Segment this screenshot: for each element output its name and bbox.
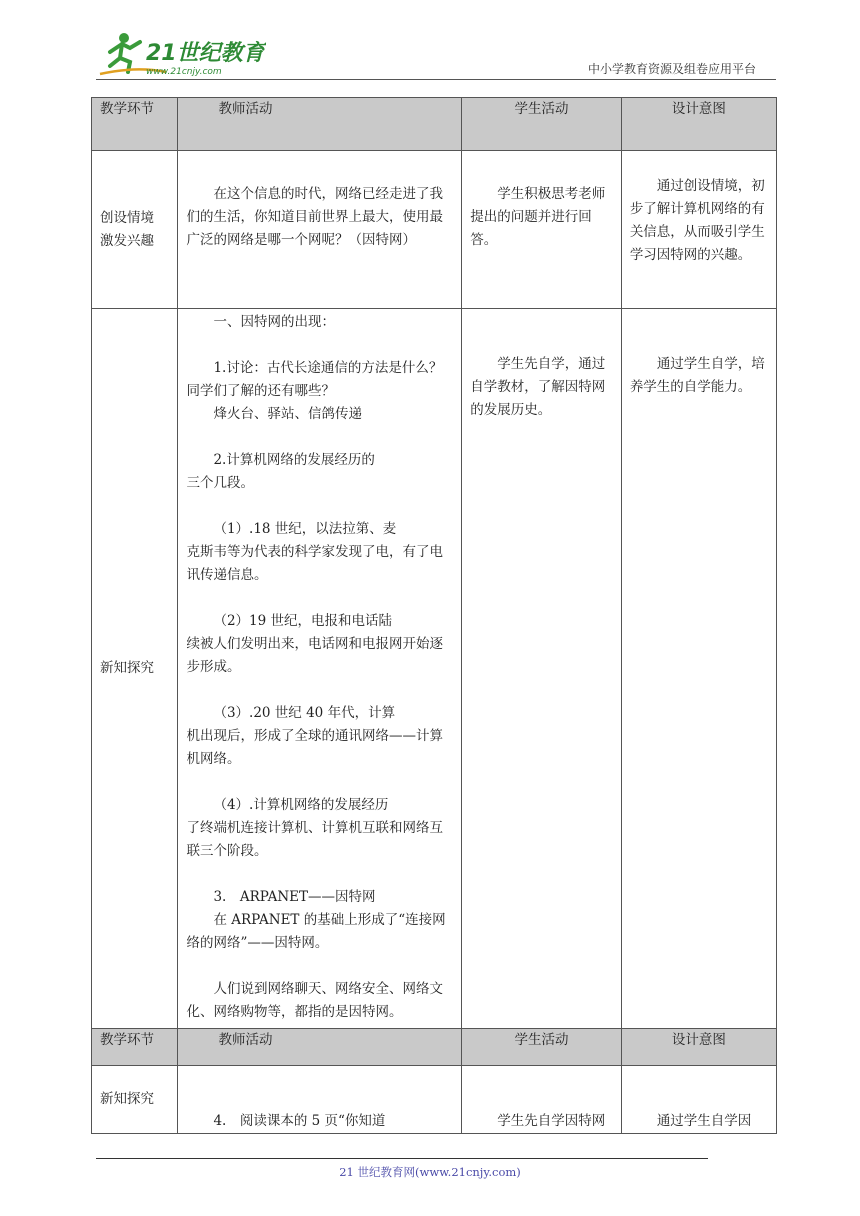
table-header-row [92,1029,777,1066]
teacher-text: 了终端机连接计算机、计算机互联和网络互联三个阶段。 [186,820,443,859]
teacher-text: 2.计算机网络的发展经历的 [213,452,375,468]
header-teacher: 教师活动 [178,98,462,151]
logo-text: 21世纪教育 [146,41,265,66]
header-divider [96,79,776,80]
teacher-text: 机出现后，形成了全球的通讯网络——计算机网络。 [186,728,443,767]
teacher-text: 在这个信息的时代，网络已经走进了我们的生活，你知道目前世界上最大，使用最广泛的网络是哪一个网呢？（因特网） [186,186,443,248]
table-row [92,1066,777,1134]
teacher-text: 克斯韦等为代表的科学家发现了电，有了电讯传递信息。 [186,544,443,583]
table-header-row [92,98,777,151]
header-student: 学生活动 [462,98,622,151]
header-teacher: 教师活动 [178,1029,462,1066]
header-stage: 教学环节 [92,1029,178,1066]
student-cell [462,151,622,309]
student-cell [462,309,622,1029]
intent-text: 通过学生自学因 [656,1113,752,1129]
student-cell [462,1066,622,1134]
teacher-text: （2）19 世纪，电报和电话陆 [213,613,393,629]
teacher-text: 三个几段。 [186,475,254,491]
teacher-text: （3）.20 世纪 40 年代，计算 [213,705,396,721]
lesson-plan-table [91,97,777,1134]
intent-text: 通过学生自学，培养学生的自学能力。 [629,356,765,395]
logo-url: www.21cnjy.com [146,67,222,77]
stage-line: 激发兴趣 [100,232,154,249]
stage-cell [92,151,178,309]
header-stage: 教学环节 [92,98,178,151]
intent-cell [621,151,776,309]
teacher-text: 4. 阅读课本的 5 页“你知道 [213,1113,386,1129]
student-text: 学生先自学因特网 [497,1113,606,1129]
table-row [92,151,777,309]
header-student: 学生活动 [462,1029,622,1066]
footer-divider [96,1158,708,1159]
stage-line: 创设情境 [100,209,154,226]
intent-cell [621,309,776,1029]
teacher-text: 烽火台、驿站、信鸽传递 [213,406,362,422]
stage-cell: 新知探究 [92,309,178,1029]
site-logo [96,30,266,80]
teacher-text: 一、因特网的出现： [213,314,335,330]
header-intent: 设计意图 [621,1029,776,1066]
intent-cell [621,1066,776,1134]
teacher-text: 续被人们发明出来，电话网和电报网开始逐步形成。 [186,636,443,675]
platform-name: 中小学教育资源及组卷应用平台 [587,62,756,76]
teacher-text: （4）.计算机网络的发展经历 [213,797,389,813]
teacher-text: 人们说到网络聊天、网络安全、网络文化、网络购物等，都指的是因特网。 [186,981,443,1020]
teacher-text: 在 ARPANET 的基础上形成了“连接网络的网络”——因特网。 [186,912,446,951]
student-text: 学生先自学，通过自学教材，了解因特网的发展历史。 [470,356,606,418]
stage-cell: 新知探究 [92,1066,178,1134]
student-text: 学生积极思考老师提出的问题并进行回答。 [470,186,606,248]
intent-text: 通过创设情境，初步了解计算机网络的有关信息，从而吸引学生学习因特网的兴趣。 [629,178,765,263]
table-row [92,309,777,1029]
teacher-cell [178,1066,462,1134]
teacher-text: （1）.18 世纪，以法拉第、麦 [213,521,397,537]
page-header [0,0,860,90]
teacher-cell [178,151,462,309]
teacher-cell [178,309,462,1029]
teacher-text: 1.讨论：古代长途通信的方法是什么？同学们了解的还有哪些？ [186,360,443,399]
teacher-text: 3. ARPANET——因特网 [213,889,376,905]
page-footer: 21 世纪教育网(www.21cnjy.com) [339,1165,521,1179]
header-intent: 设计意图 [621,98,776,151]
